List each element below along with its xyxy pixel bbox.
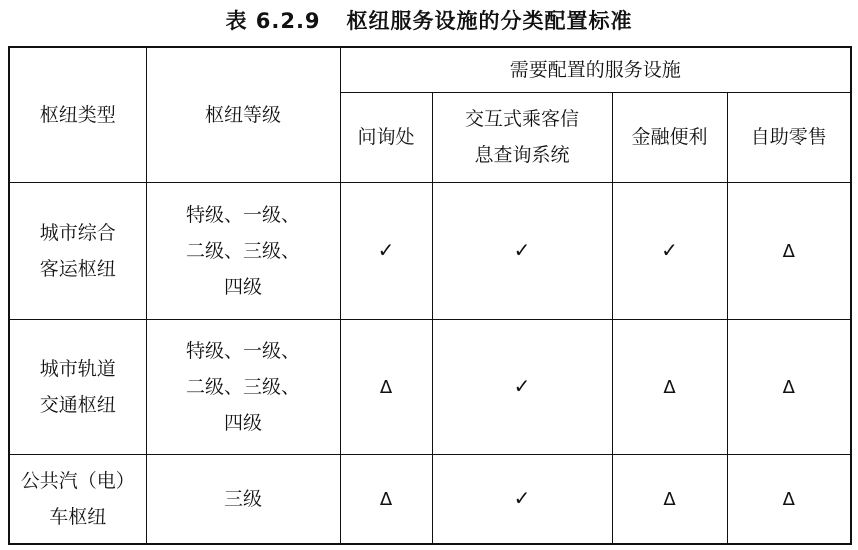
check-mark: ✓ — [377, 237, 395, 262]
mark-cell — [432, 319, 612, 454]
table-number: 表 6.2.9 — [225, 9, 321, 33]
triangle-mark: Δ — [663, 376, 676, 398]
header-facility-retail: 自助零售 — [727, 92, 851, 182]
mark-cell — [612, 319, 727, 454]
triangle-mark: Δ — [663, 488, 676, 510]
mark-cell — [612, 454, 727, 544]
mark-cell — [727, 454, 851, 544]
table-row — [9, 319, 851, 454]
mark-cell — [432, 454, 612, 544]
header-facility-info-system: 交互式乘客信 息查询系统 — [432, 92, 612, 182]
mark-cell — [432, 182, 612, 319]
mark-cell — [727, 182, 851, 319]
header-hub-level: 枢纽等级 — [146, 47, 340, 182]
header-facility-group: 需要配置的服务设施 — [340, 47, 851, 92]
triangle-mark: Δ — [379, 488, 393, 510]
mark-cell — [340, 182, 432, 319]
triangle-mark: Δ — [782, 376, 795, 398]
triangle-mark: Δ — [379, 376, 393, 398]
row-hub-level: 特级、一级、 二级、三级、 四级 — [146, 182, 340, 319]
check-mark: ✓ — [661, 237, 678, 262]
table-row — [9, 182, 851, 319]
triangle-mark: Δ — [782, 240, 795, 262]
check-mark: ✓ — [513, 373, 531, 398]
facility-config-table — [8, 46, 852, 545]
header-row-1 — [9, 47, 851, 92]
header-facility-inquiry: 问询处 — [340, 92, 432, 182]
check-mark: ✓ — [513, 485, 531, 510]
table-row — [9, 454, 851, 544]
row-hub-type: 公共汽（电） 车枢纽 — [9, 454, 146, 544]
table-caption — [0, 4, 858, 38]
header-hub-type: 枢纽类型 — [9, 47, 146, 182]
row-hub-type: 城市综合 客运枢纽 — [9, 182, 146, 319]
triangle-mark: Δ — [782, 488, 795, 510]
row-hub-level: 特级、一级、 二级、三级、 四级 — [146, 319, 340, 454]
mark-cell — [340, 454, 432, 544]
row-hub-level: 三级 — [146, 454, 340, 544]
row-hub-type: 城市轨道 交通枢纽 — [9, 319, 146, 454]
mark-cell — [340, 319, 432, 454]
table-title: 枢纽服务设施的分类配置标准 — [346, 9, 633, 33]
check-mark: ✓ — [513, 237, 531, 262]
mark-cell — [612, 182, 727, 319]
mark-cell — [727, 319, 851, 454]
header-facility-finance: 金融便利 — [612, 92, 727, 182]
